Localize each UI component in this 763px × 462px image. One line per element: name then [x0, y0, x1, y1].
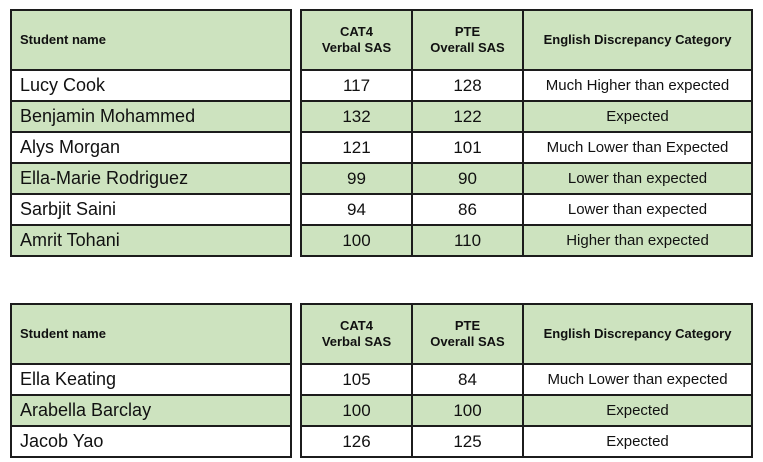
student-name-cell: Lucy Cook [11, 70, 291, 101]
category-cell: Expected [523, 426, 752, 457]
cat4-score-cell: 132 [301, 101, 412, 132]
student-name-cell: Ella-Marie Rodriguez [11, 163, 291, 194]
header-pte-overall-sas: PTE Overall SAS [412, 10, 523, 70]
pte-score-cell: 101 [412, 132, 523, 163]
header-english-discrepancy-category: English Discrepancy Category [523, 304, 752, 364]
student-name-cell: Arabella Barclay [11, 395, 291, 426]
discrepancy-table-2 [10, 303, 753, 458]
header-cat4-verbal-sas: CAT4 Verbal SAS [301, 304, 412, 364]
pte-score-cell: 90 [412, 163, 523, 194]
category-cell: Expected [523, 101, 752, 132]
cat4-score-cell: 126 [301, 426, 412, 457]
header-student-name: Student name [11, 304, 291, 364]
student-name-cell: Sarbjit Saini [11, 194, 291, 225]
cat4-score-cell: 94 [301, 194, 412, 225]
student-name-cell: Ella Keating [11, 364, 291, 395]
table-row [11, 364, 752, 395]
header-student-name: Student name [11, 10, 291, 70]
pte-score-cell: 122 [412, 101, 523, 132]
category-cell: Much Higher than expected [523, 70, 752, 101]
table-row [11, 225, 752, 256]
pte-score-cell: 110 [412, 225, 523, 256]
table-header-row [11, 10, 752, 70]
table-row [11, 101, 752, 132]
header-pte-overall-sas: PTE Overall SAS [412, 304, 523, 364]
student-name-cell: Amrit Tohani [11, 225, 291, 256]
header-english-discrepancy-category: English Discrepancy Category [523, 10, 752, 70]
pte-score-cell: 86 [412, 194, 523, 225]
pte-score-cell: 84 [412, 364, 523, 395]
table-row [11, 194, 752, 225]
table-row [11, 163, 752, 194]
category-cell: Lower than expected [523, 194, 752, 225]
cat4-score-cell: 117 [301, 70, 412, 101]
student-name-cell: Jacob Yao [11, 426, 291, 457]
cat4-score-cell: 99 [301, 163, 412, 194]
discrepancy-table-1 [10, 9, 753, 257]
pte-score-cell: 128 [412, 70, 523, 101]
header-cat4-verbal-sas: CAT4 Verbal SAS [301, 10, 412, 70]
table-row [11, 132, 752, 163]
category-cell: Much Lower than Expected [523, 132, 752, 163]
table-row [11, 70, 752, 101]
category-cell: Much Lower than expected [523, 364, 752, 395]
student-name-cell: Benjamin Mohammed [11, 101, 291, 132]
cat4-score-cell: 121 [301, 132, 412, 163]
category-cell: Lower than expected [523, 163, 752, 194]
pte-score-cell: 125 [412, 426, 523, 457]
pte-score-cell: 100 [412, 395, 523, 426]
table-header-row [11, 304, 752, 364]
category-cell: Higher than expected [523, 225, 752, 256]
category-cell: Expected [523, 395, 752, 426]
table-row [11, 395, 752, 426]
cat4-score-cell: 100 [301, 395, 412, 426]
cat4-score-cell: 105 [301, 364, 412, 395]
table-row [11, 426, 752, 457]
cat4-score-cell: 100 [301, 225, 412, 256]
student-name-cell: Alys Morgan [11, 132, 291, 163]
